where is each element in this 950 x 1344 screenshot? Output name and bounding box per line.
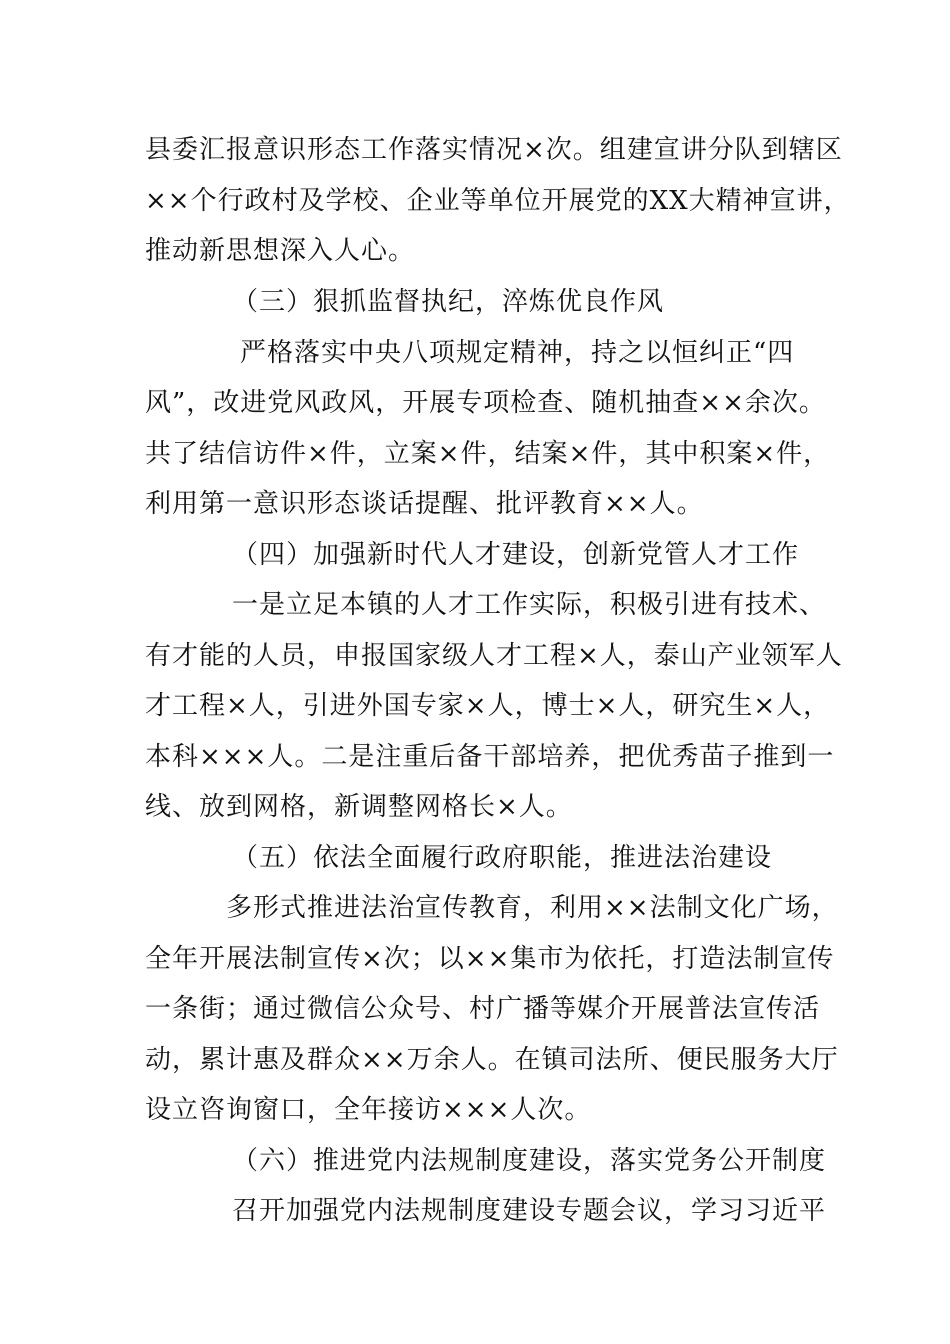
section-heading-6: （六）推进党内法规制度建设，落实党务公开制度 bbox=[232, 1146, 827, 1176]
body-text-line: 推动新思想深入人心。 bbox=[145, 236, 416, 266]
body-text-line: 一是立足本镇的人才工作实际，积极引进有技术、 bbox=[232, 590, 827, 620]
body-text-line: 才工程×人，引进外国专家×人，博士×人，研究生×人， bbox=[145, 691, 831, 721]
body-text-line: 本科×××人。二是注重后备干部培养，把优秀苗子推到一 bbox=[145, 742, 835, 772]
body-text-line: ××个行政村及学校、企业等单位开展党的XX大精神宣讲， bbox=[145, 186, 851, 216]
body-text-line: 召开加强党内法规制度建设专题会议，学习习近平 bbox=[232, 1196, 827, 1226]
body-text-line: 县委汇报意识形态工作落实情况×次。组建宣讲分队到辖区 bbox=[145, 135, 843, 165]
body-text-line: 多形式推进法治宣传教育，利用××法制文化广场， bbox=[226, 893, 839, 923]
body-text-line: 利用第一意识形态谈话提醒、批评教育××人。 bbox=[145, 489, 704, 519]
body-text-line: 有才能的人员，申报国家级人才工程×人，泰山产业领军人 bbox=[145, 641, 843, 671]
section-heading-5: （五）依法全面履行政府职能，推进法治建设 bbox=[232, 843, 773, 873]
section-heading-3: （三）狠抓监督执纪，淬炼优良作风 bbox=[232, 287, 665, 317]
body-text-line: 动，累计惠及群众××万余人。在镇司法所、便民服务大厅 bbox=[145, 1045, 839, 1075]
body-text-line: 设立咨询窗口，全年接访×××人次。 bbox=[145, 1095, 592, 1125]
body-text-line: 严格落实中央八项规定精神，持之以恒纠正“四 bbox=[240, 338, 795, 368]
body-text-line: 风”，改进党风政风，开展专项检查、随机抽查××余次。 bbox=[145, 388, 826, 418]
section-heading-4: （四）加强新时代人才建设，创新党管人才工作 bbox=[232, 540, 800, 570]
body-text-line: 一条街；通过微信公众号、村广播等媒介开展普法宣传活 bbox=[145, 994, 821, 1024]
body-text-line: 共了结信访件×件，立案×件，结案×件，其中积案×件， bbox=[145, 439, 831, 469]
body-text-line: 全年开展法制宣传×次；以××集市为依托，打造法制宣传 bbox=[145, 944, 835, 974]
body-text-line: 线、放到网格，新调整网格长×人。 bbox=[145, 792, 573, 822]
